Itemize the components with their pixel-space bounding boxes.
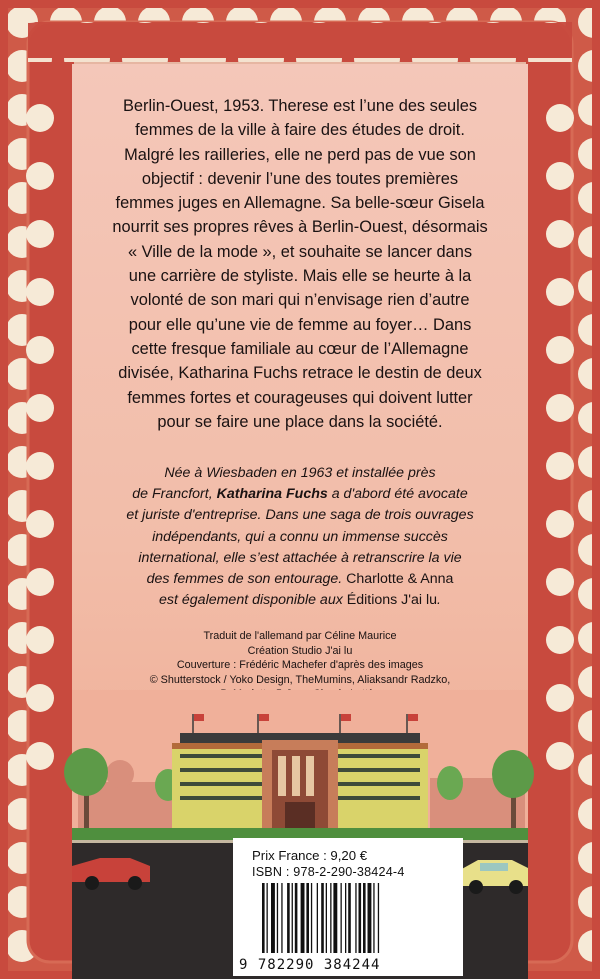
synopsis-line: nourrit ses propres rêves à Berlin-Ouest, désormais	[112, 218, 488, 237]
other-book-title: Charlotte & Anna	[346, 571, 454, 588]
credit-line: © Shutterstock / Yoko Design, TheMumins, Aliaksandr Radzko,	[149, 673, 451, 686]
bio-line	[90, 569, 510, 590]
bio-line	[90, 484, 510, 505]
credit-line: Traduit de l'allemand par Céline Maurice	[203, 630, 397, 642]
bio-line: international, elle s’est attachée à retranscrire la vie	[138, 549, 462, 566]
bio-line: et juriste d'entreprise. Dans une saga de trois ouvrages	[126, 507, 474, 524]
author-name: Katharina Fuchs	[216, 486, 328, 503]
bio-line	[90, 590, 510, 611]
bio-text: des femmes de son entourage.	[146, 571, 347, 588]
bio-text: de Francfort,	[132, 486, 217, 503]
synopsis-line: objectif : devenir l’une des toutes premières	[141, 169, 459, 188]
bio-line: indépendants, qui a connu un immense succès	[152, 528, 448, 545]
credit-line: Création Studio J'ai lu	[247, 644, 353, 657]
synopsis-line: femmes juges en Allemagne. Sa belle-sœur Gisela	[115, 194, 485, 213]
bio-line: Née à Wiesbaden en 1963 et installée près	[164, 465, 436, 481]
bio-text: .	[437, 592, 441, 609]
credit-line: Couverture : Frédéric Machefer d'après des images	[176, 659, 424, 672]
synopsis-line: volonté de son mari qui n’envisage rien d’autre	[130, 291, 470, 310]
synopsis-line: divisée, Katharina Fuchs retrace le destin de deux	[118, 364, 482, 383]
barcode-icon	[260, 883, 452, 955]
synopsis-line: Berlin-Ouest, 1953. Therese est l’une des seules	[122, 97, 478, 115]
price-text: Prix France : 9,20 €	[252, 848, 368, 863]
ean-number: 9 782290 384244	[239, 957, 381, 973]
author-bio	[90, 463, 510, 611]
bio-text: est également disponible aux	[159, 592, 347, 609]
synopsis-line: femmes de la ville à faire des études de droit.	[135, 121, 465, 140]
bio-text: a d'abord été avocate	[327, 486, 468, 503]
publisher-name: Éditions J'ai lu	[346, 592, 437, 609]
isbn-text: ISBN : 978-2-290-38424-4	[252, 865, 405, 879]
synopsis-line: Malgré les railleries, elle ne perd pas de vue son	[124, 145, 476, 164]
synopsis-line: cette fresque familiale au cœur de l’Allemagne	[131, 339, 469, 358]
synopsis-line: une carrière de styliste. Mais elle se heurte à la	[128, 267, 472, 286]
synopsis-line: pour se faire une place dans la société.	[157, 412, 443, 431]
synopsis-text	[90, 94, 510, 434]
synopsis-line: pour elle qu’une vie de femme au foyer… Dans	[128, 315, 472, 334]
main-building	[172, 733, 428, 835]
synopsis-line: « Ville de la mode », et souhaite se lancer dans	[127, 242, 473, 261]
synopsis-line: femmes fortes et courageuses qui doivent lutter	[127, 388, 473, 407]
